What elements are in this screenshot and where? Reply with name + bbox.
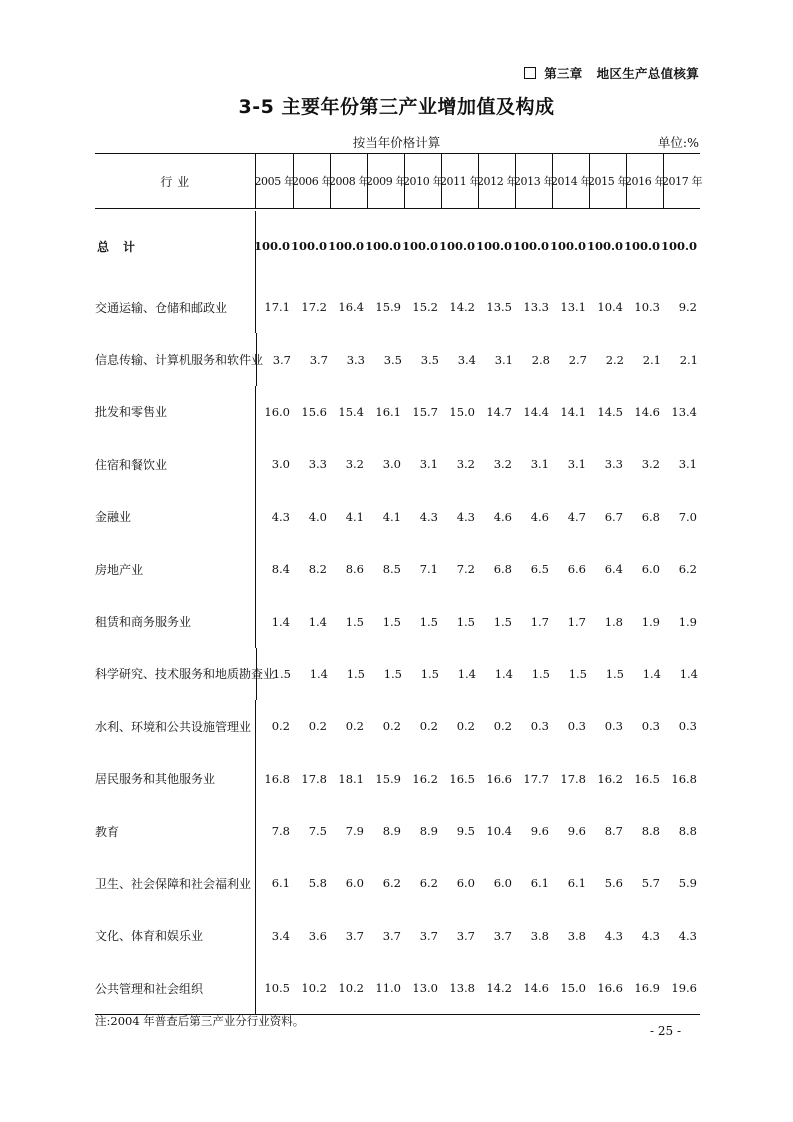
year-header: 2010 年	[404, 154, 441, 208]
table-cell: 6.5	[530, 562, 549, 577]
table-cell: 3.4	[457, 352, 476, 367]
table-cell: 0.3	[530, 719, 549, 734]
table-cell: 6.1	[271, 876, 290, 891]
year-header: 2015 年	[589, 154, 626, 208]
table-cell: 0.2	[493, 719, 512, 734]
table-cell: 0.2	[419, 719, 438, 734]
table-cell: 16.4	[338, 300, 364, 315]
table-cell: 14.6	[523, 981, 549, 996]
table-cell: 3.7	[309, 352, 328, 367]
table-cell: 3.1	[530, 457, 549, 472]
row-label: 居民服务和其他服务业	[95, 772, 216, 787]
table-cell: 9.2	[678, 300, 697, 315]
footnote: 注:2004 年普查后第三产业分行业资料。	[95, 1014, 305, 1028]
table-cell: 1.5	[568, 666, 587, 681]
row-label: 科学研究、技术服务和地质勘查业	[95, 667, 276, 682]
table-cell: 10.5	[264, 981, 290, 996]
table-cell: 1.7	[567, 614, 586, 629]
table-row	[95, 910, 700, 962]
row-cells	[255, 805, 700, 857]
table-cell: 1.4	[642, 666, 661, 681]
table-cell: 2.2	[605, 352, 624, 367]
table-cell: 6.0	[345, 876, 364, 891]
table-cell: 14.7	[486, 404, 512, 419]
table-cell: 4.6	[530, 509, 549, 524]
table-cell: 9.5	[456, 824, 475, 839]
table-row	[95, 386, 700, 438]
table-cell: 13.3	[523, 300, 549, 315]
table-cell: 14.2	[486, 981, 512, 996]
table-cell: 1.8	[604, 614, 623, 629]
row-cells	[255, 281, 700, 333]
table-cell: 6.2	[382, 876, 401, 891]
table-cell: 15.2	[412, 300, 438, 315]
table-cell: 3.2	[493, 457, 512, 472]
year-header: 2008 年	[330, 154, 367, 208]
row-label: 总计	[97, 239, 150, 254]
table-cell: 1.5	[420, 666, 439, 681]
row-cells	[255, 491, 700, 543]
table-cell: 6.2	[419, 876, 438, 891]
table-cell: 0.2	[308, 719, 327, 734]
table-cell: 8.7	[604, 824, 623, 839]
table-cell: 2.7	[568, 352, 587, 367]
year-header: 2013 年	[515, 154, 552, 208]
table-cell: 6.2	[678, 562, 697, 577]
table-cell: 4.1	[382, 509, 401, 524]
table-cell: 7.2	[456, 562, 475, 577]
table-cell: 6.4	[604, 562, 623, 577]
table-cell: 13.5	[486, 300, 512, 315]
row-cells	[255, 595, 700, 647]
row-label: 信息传输、计算机服务和软件业	[95, 353, 264, 368]
table-cell: 3.7	[456, 928, 475, 943]
table-cell: 100.0	[475, 239, 512, 253]
table-title: 3-5 主要年份第三产业增加值及构成	[238, 96, 555, 118]
table-cell: 3.4	[271, 928, 290, 943]
table-cell: 6.8	[641, 509, 660, 524]
row-cells	[256, 648, 701, 700]
table-cell: 11.0	[375, 981, 401, 996]
table-cell: 4.7	[567, 509, 586, 524]
table-cell: 10.2	[301, 981, 327, 996]
chapter-name: 地区生产总值核算	[596, 66, 699, 81]
table-row	[95, 753, 700, 805]
table-cell: 8.9	[419, 824, 438, 839]
table-cell: 7.0	[678, 509, 697, 524]
row-cells	[255, 211, 700, 281]
table-cell: 1.4	[271, 614, 290, 629]
table-cell: 8.9	[382, 824, 401, 839]
table-cell: 7.9	[345, 824, 364, 839]
unit-label: 单位:%	[657, 135, 699, 150]
table-cell: 3.2	[456, 457, 475, 472]
table-cell: 17.8	[560, 771, 586, 786]
table-cell: 7.1	[419, 562, 438, 577]
chapter-header	[524, 64, 699, 82]
table-cell: 17.2	[301, 300, 327, 315]
table-row	[95, 333, 700, 385]
row-cells	[255, 962, 700, 1014]
table-cell: 1.7	[530, 614, 549, 629]
year-header: 2017 年	[663, 154, 700, 208]
table-cell: 8.4	[271, 562, 290, 577]
table-row	[95, 595, 700, 647]
table-cell: 100.0	[549, 239, 586, 253]
table-cell: 14.2	[449, 300, 475, 315]
table-cell: 1.4	[309, 666, 328, 681]
table-cell: 1.4	[308, 614, 327, 629]
table-cell: 0.2	[456, 719, 475, 734]
table-row	[95, 700, 700, 752]
table-cell: 14.1	[560, 404, 586, 419]
year-header: 2016 年	[626, 154, 663, 208]
table-cell: 6.0	[456, 876, 475, 891]
row-cells	[256, 333, 701, 385]
table-cell: 100.0	[660, 239, 697, 253]
table-cell: 3.7	[272, 352, 291, 367]
table-cell: 100.0	[290, 239, 327, 253]
table-cell: 4.3	[456, 509, 475, 524]
year-header: 2006 年	[293, 154, 330, 208]
table-cell: 0.3	[567, 719, 586, 734]
row-label: 公共管理和社会组织	[95, 981, 204, 996]
table-cell: 100.0	[364, 239, 401, 253]
table-cell: 3.7	[382, 928, 401, 943]
table-cell: 10.4	[486, 824, 512, 839]
table-cell: 1.5	[346, 666, 365, 681]
table-row	[95, 857, 700, 909]
table-cell: 3.7	[493, 928, 512, 943]
table-cell: 3.7	[345, 928, 364, 943]
table-cell: 16.8	[264, 771, 290, 786]
row-cells	[255, 753, 700, 805]
table-cell: 4.3	[419, 509, 438, 524]
table-cell: 0.3	[604, 719, 623, 734]
table-cell: 6.0	[493, 876, 512, 891]
table-cell: 4.3	[678, 928, 697, 943]
table-subtitle: 按当年价格计算	[352, 135, 441, 150]
table-cell: 0.2	[271, 719, 290, 734]
table-cell: 16.5	[634, 771, 660, 786]
table-cell: 3.5	[383, 352, 402, 367]
table-cell: 0.2	[382, 719, 401, 734]
table-cell: 8.8	[641, 824, 660, 839]
table-cell: 3.8	[567, 928, 586, 943]
row-cells	[255, 910, 700, 962]
table-cell: 3.3	[604, 457, 623, 472]
table-cell: 9.6	[567, 824, 586, 839]
row-label: 水利、环境和公共设施管理业	[95, 719, 252, 734]
table-cell: 3.0	[382, 457, 401, 472]
row-label: 教育	[95, 824, 120, 839]
table-cell: 3.1	[678, 457, 697, 472]
table-row	[95, 438, 700, 490]
table-cell: 4.1	[345, 509, 364, 524]
table-cell: 6.1	[567, 876, 586, 891]
page-number: - 25 -	[649, 1024, 681, 1038]
table-cell: 3.5	[420, 352, 439, 367]
checkbox-square-icon	[524, 67, 536, 79]
table-cell: 1.4	[494, 666, 513, 681]
table-cell: 0.2	[345, 719, 364, 734]
table-cell: 16.5	[449, 771, 475, 786]
table-row	[95, 962, 700, 1014]
table-cell: 100.0	[623, 239, 660, 253]
table-cell: 5.6	[604, 876, 623, 891]
table-cell: 5.7	[641, 876, 660, 891]
table-cell: 4.3	[604, 928, 623, 943]
table-cell: 8.8	[678, 824, 697, 839]
table-cell: 0.3	[641, 719, 660, 734]
table-cell: 3.1	[567, 457, 586, 472]
table-cell: 100.0	[327, 239, 364, 253]
table-cell: 6.8	[493, 562, 512, 577]
table-cell: 100.0	[438, 239, 475, 253]
table-cell: 10.4	[597, 300, 623, 315]
data-table	[95, 153, 703, 1015]
table-cell: 4.3	[641, 928, 660, 943]
table-cell: 7.5	[308, 824, 327, 839]
table-cell: 10.2	[338, 981, 364, 996]
table-cell: 7.8	[271, 824, 290, 839]
table-row	[95, 648, 700, 700]
table-cell: 3.2	[641, 457, 660, 472]
table-cell: 15.7	[412, 404, 438, 419]
table-cell: 3.3	[346, 352, 365, 367]
table-cell: 15.0	[449, 404, 475, 419]
table-cell: 13.1	[560, 300, 586, 315]
table-cell: 15.4	[338, 404, 364, 419]
table-cell: 6.1	[530, 876, 549, 891]
table-row	[95, 491, 700, 543]
table-cell: 5.8	[308, 876, 327, 891]
table-cell: 5.9	[678, 876, 697, 891]
table-cell: 1.5	[419, 614, 438, 629]
table-row	[95, 281, 700, 333]
table-cell: 2.1	[679, 352, 698, 367]
table-cell: 2.8	[531, 352, 550, 367]
row-label: 交通运输、仓储和邮政业	[95, 300, 228, 315]
table-cell: 14.5	[597, 404, 623, 419]
table-row	[95, 543, 700, 595]
table-cell: 13.0	[412, 981, 438, 996]
table-cell: 16.1	[375, 404, 401, 419]
table-cell: 1.5	[493, 614, 512, 629]
table-cell: 3.7	[419, 928, 438, 943]
table-cell: 1.4	[457, 666, 476, 681]
corner-label: 行 业	[160, 174, 190, 189]
row-cells	[255, 543, 700, 595]
table-cell: 17.8	[301, 771, 327, 786]
table-cell: 17.1	[264, 300, 290, 315]
row-cells	[255, 857, 700, 909]
year-header: 2005 年	[254, 175, 295, 188]
table-cell: 2.1	[642, 352, 661, 367]
row-cells	[255, 386, 700, 438]
table-cell: 19.6	[671, 981, 697, 996]
year-header-cells	[254, 154, 703, 208]
table-cell: 15.6	[301, 404, 327, 419]
table-cell: 100.0	[253, 239, 290, 253]
table-cell: 3.1	[494, 352, 513, 367]
year-header: 2009 年	[367, 154, 404, 208]
table-cell: 16.8	[671, 771, 697, 786]
table-cell: 16.2	[597, 771, 623, 786]
table-cell: 100.0	[586, 239, 623, 253]
table-cell: 14.6	[634, 404, 660, 419]
table-cell: 4.0	[308, 509, 327, 524]
row-label: 金融业	[95, 510, 132, 525]
table-cell: 1.9	[678, 614, 697, 629]
table-body	[95, 209, 700, 1014]
table-cell: 1.4	[679, 666, 698, 681]
row-label: 文化、体育和娱乐业	[95, 929, 204, 944]
total-row	[95, 209, 700, 281]
table-cell: 8.2	[308, 562, 327, 577]
year-header: 2011 年	[441, 154, 478, 208]
table-cell: 15.9	[375, 300, 401, 315]
row-label: 租赁和商务服务业	[95, 615, 192, 630]
table-cell: 0.3	[678, 719, 697, 734]
table-cell: 1.5	[383, 666, 402, 681]
year-header: 2014 年	[552, 154, 589, 208]
row-label: 住宿和餐饮业	[95, 457, 168, 472]
table-cell: 1.5	[272, 666, 291, 681]
chapter-number: 第三章	[544, 66, 583, 81]
table-cell: 13.4	[671, 404, 697, 419]
table-cell: 10.3	[634, 300, 660, 315]
table-cell: 16.9	[634, 981, 660, 996]
table-cell: 3.3	[308, 457, 327, 472]
table-cell: 8.6	[345, 562, 364, 577]
table-cell: 13.8	[449, 981, 475, 996]
table-cell: 1.5	[531, 666, 550, 681]
table-cell: 6.0	[641, 562, 660, 577]
table-cell: 4.6	[493, 509, 512, 524]
row-label: 卫生、社会保障和社会福利业	[95, 876, 252, 891]
table-cell: 3.2	[345, 457, 364, 472]
row-cells	[255, 438, 700, 490]
table-cell: 6.6	[567, 562, 586, 577]
row-label: 房地产业	[95, 562, 144, 577]
row-cells	[255, 700, 700, 752]
table-header-row	[95, 154, 703, 209]
table-cell: 15.0	[560, 981, 586, 996]
table-cell: 8.5	[382, 562, 401, 577]
table-cell: 9.6	[530, 824, 549, 839]
table-cell: 17.7	[523, 771, 549, 786]
table-cell: 16.6	[486, 771, 512, 786]
table-cell: 100.0	[512, 239, 549, 253]
year-header: 2012 年	[478, 154, 515, 208]
table-cell: 1.9	[641, 614, 660, 629]
table-cell: 18.1	[338, 771, 364, 786]
table-cell: 14.4	[523, 404, 549, 419]
table-cell: 1.5	[345, 614, 364, 629]
table-cell: 3.8	[530, 928, 549, 943]
table-cell: 100.0	[401, 239, 438, 253]
table-cell: 16.2	[412, 771, 438, 786]
table-cell: 1.5	[382, 614, 401, 629]
table-cell: 1.5	[605, 666, 624, 681]
table-cell: 1.5	[456, 614, 475, 629]
table-cell: 3.0	[271, 457, 290, 472]
table-row	[95, 805, 700, 857]
table-cell: 16.0	[264, 404, 290, 419]
table-cell: 15.9	[375, 771, 401, 786]
table-cell: 16.6	[597, 981, 623, 996]
table-cell: 3.6	[308, 928, 327, 943]
table-cell: 6.7	[604, 509, 623, 524]
table-cell: 4.3	[271, 509, 290, 524]
row-label: 批发和零售业	[95, 405, 168, 420]
table-cell: 3.1	[419, 457, 438, 472]
